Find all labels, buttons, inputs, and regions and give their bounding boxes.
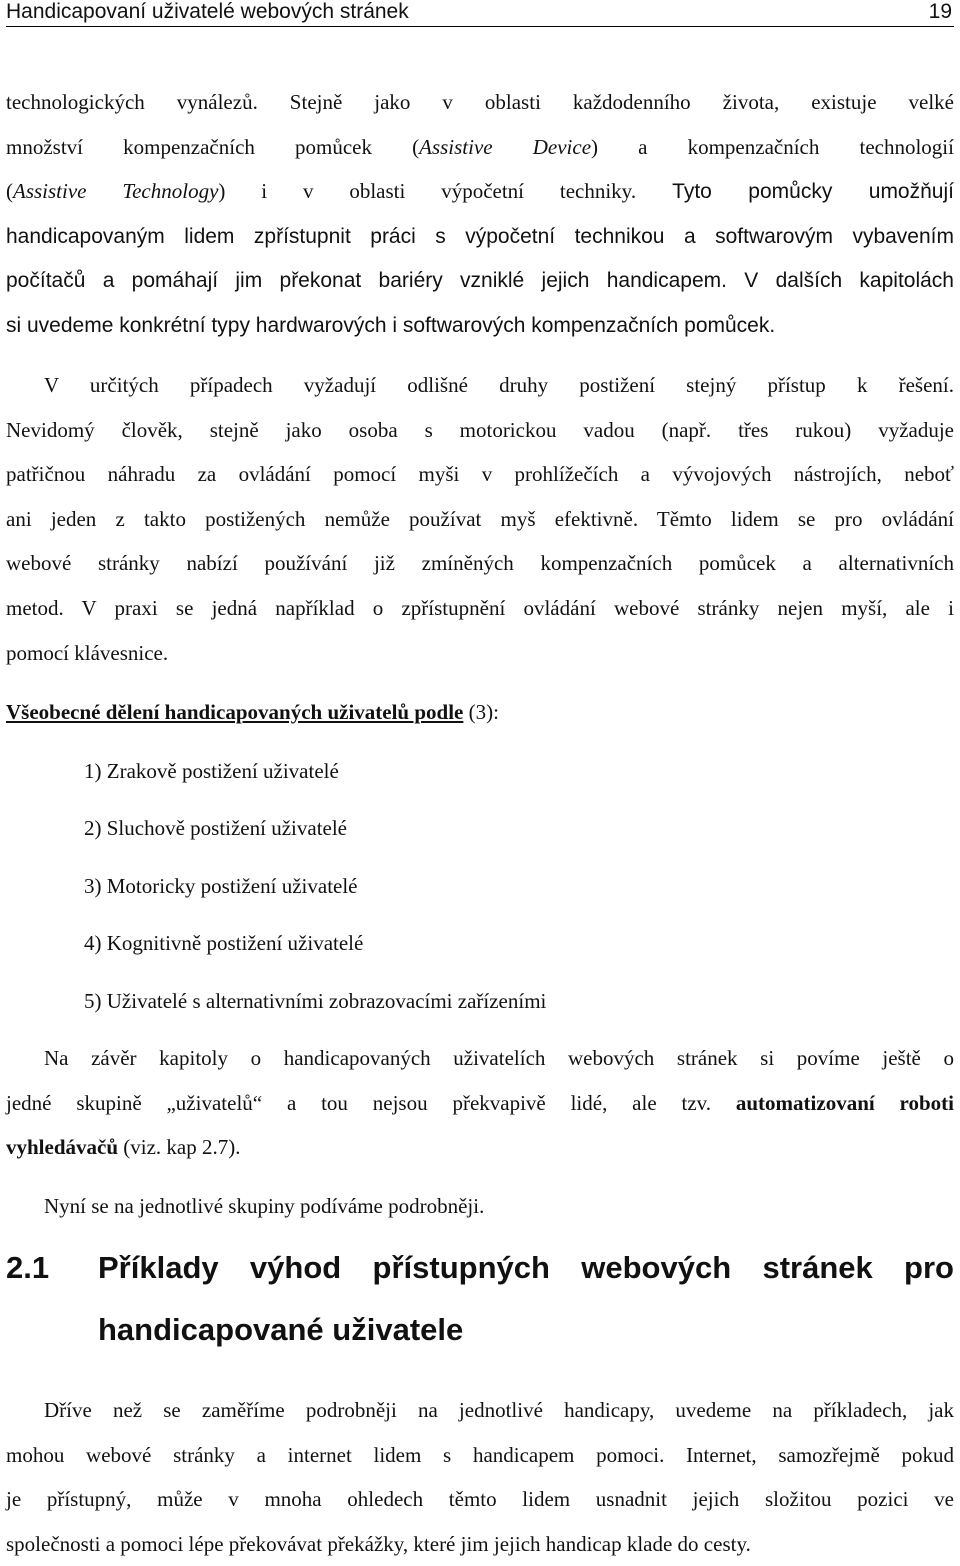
paragraph-2-line-2: Nevidomý člověk, stejně jako osoba s motorickou vadou (např. třes rukou) vyžaduje [6,417,954,442]
paragraph-1-line-6: si uvedeme konkrétní typy hardwarových i softwarových kompenzačních pomůcek. [6,313,776,337]
paragraph-1-line-2: množství kompenzačních pomůcek (Assistive Device) a kompenzačních technologií [6,134,954,159]
list-item: 1) Zrakově postižení uživatelé [84,759,339,783]
paragraph-2-line-7: pomocí klávesnice. [6,640,169,665]
section-title-line-2: handicapované uživatele [98,1312,464,1347]
paragraph-2-line-3: patřičnou náhradu za ovládání pomocí myši v prohlížečích a vývojových nástrojích, neboť [6,462,954,487]
page-number: 19 [928,0,952,23]
paragraph-1-line-4: handicapovaným lidem zpřístupnit práci s výpočetní technikou a softwarovým vybavením [6,224,954,248]
list-heading-text: Všeobecné dělení handicapovaných uživatelů podle [6,700,464,724]
paragraph-5 [6,1388,954,1566]
list-item: 5) Uživatelé s alternativními zobrazovacími zařízeními [84,989,547,1013]
list-item: 3) Motoricky postižení uživatelé [84,874,358,898]
paragraph-2-line-1: V určitých případech vyžadují odlišné druhy postižení stejný přístup k řešení. [44,373,954,397]
paragraph-2-line-4: ani jeden z takto postižených nemůže používat myš efektivně. Těmto lidem se pro ovládání [6,506,954,531]
paragraph-1 [6,80,954,349]
section-number: 2.1 [6,1250,50,1285]
paragraph-5-line-1: Dříve než se zaměříme podrobněji na jednotlivé handicapy, uvedeme na příkladech, jak [44,1398,954,1422]
running-header [6,0,954,27]
paragraph-2-line-5: webové stránky nabízí používání již zmíněných kompenzačních pomůcek a alternativních [6,551,954,576]
section-title [98,1237,954,1361]
paragraph-5-line-3: je přístupný, může v mnoha ohledech těmto lidem usnadnit jejich složitou pozici ve [6,1487,954,1512]
paragraph-5-line-2: mohou webové stránky a internet lidem s handicapem pomoci. Internet, samozřejmě pokud [6,1442,954,1467]
paragraph-5-line-4: společnosti a pomoci lépe překovávat překážky, které jim jejich handicap klade do cesty. [6,1531,751,1556]
paragraph-1-line-3: (Assistive Technology) i v oblasti výpočetní techniky. Tyto pomůcky umožňují [6,179,954,204]
list-heading-citation: (3): [463,700,499,724]
paragraph-1-line-1: technologických vynálezů. Stejně jako v oblasti každodenního života, existuje velké [6,90,954,114]
section-title-line-1: Příklady výhod přístupných webových stránek pro [98,1250,954,1285]
paragraph-1-line-5: počítačů a pomáhají jim překonat bariéry vzniklé jejich handicapem. V dalších kapitolách [6,269,954,293]
paragraph-3-line-2: jedné skupině „uživatelů“ a tou nejsou překvapivě lidé, ale tzv. automatizovaní roboti [6,1090,954,1115]
paragraph-3-line-1: Na závěr kapitoly o handicapovaných uživatelích webových stránek si povíme ještě o [44,1046,954,1070]
term-assistive-technology: Assistive Technology [13,179,219,204]
list-item: 4) Kognitivně postižení uživatelé [84,931,364,955]
paragraph-3-line-3: vyhledávačů (viz. kap 2.7). [6,1135,241,1160]
term-automated-robots: automatizovaní roboti [735,1090,954,1115]
list-heading [6,690,954,735]
running-header-title: Handicapovaní uživatelé webových stránek [6,0,409,23]
paragraph-2 [6,363,954,675]
section-heading [6,1237,956,1361]
list-item: 2) Sluchově postižení uživatelé [84,816,348,840]
term-assistive-device: Assistive Device [419,134,592,159]
paragraph-4: Nyní se na jednotlivé skupiny podíváme podrobněji. [44,1194,485,1218]
paragraph-2-line-6: metod. V praxi se jedná například o zpřístupnění ovládání webové stránky nejen myší, ale i [6,595,954,620]
paragraph-3 [6,1036,954,1170]
